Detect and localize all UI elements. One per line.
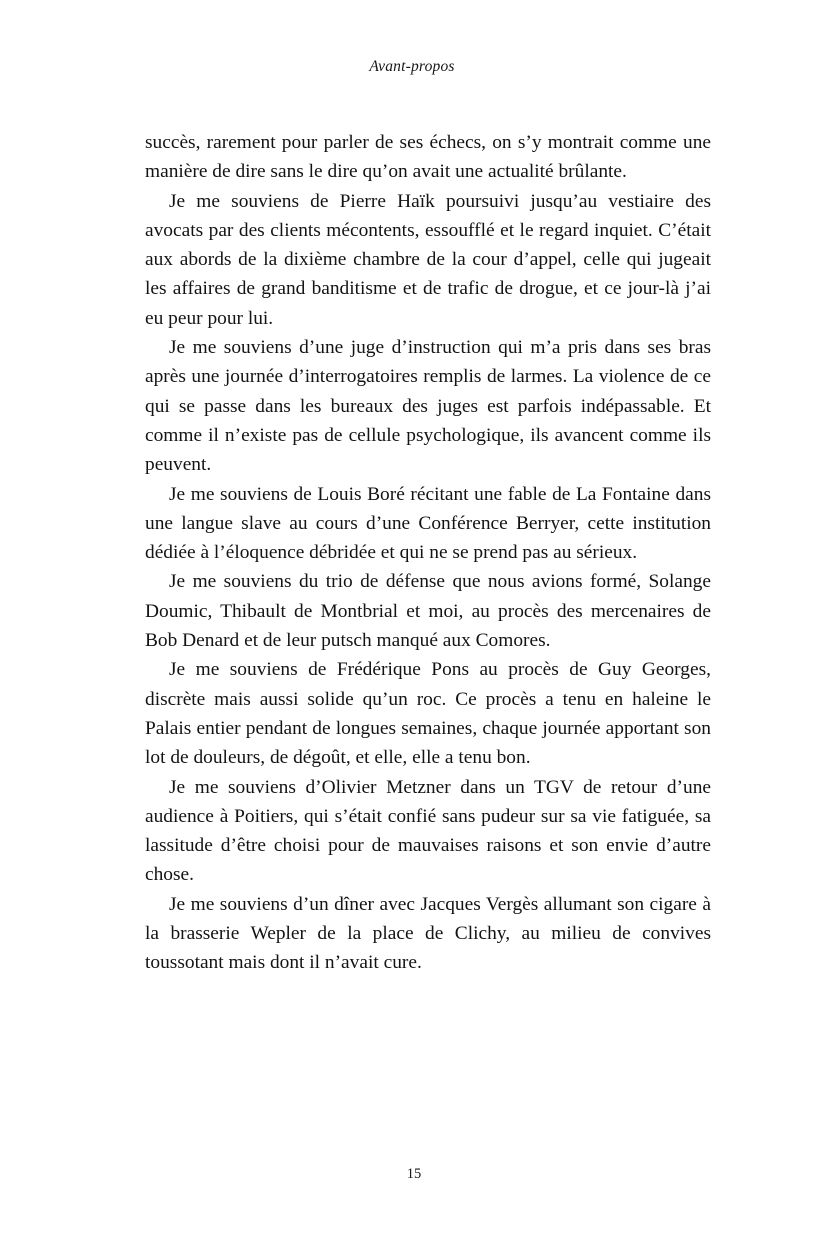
paragraph: Je me souviens de Pierre Haïk poursuivi jusqu’au vestiaire des avocats par des clients mécontents, essoufflé et le regard inquiet. C’était aux abords de la dixième chambre de la cour d’appel, celle qui jugeait les affaires de grand banditisme et de trafic de drogue, et ce jour-là j’ai eu peur pour lui. (145, 190, 711, 329)
running-head (0, 58, 818, 76)
paragraph: Je me souviens de Frédérique Pons au procès de Guy Georges, discrète mais aussi solide qu’un roc. Ce procès a tenu en haleine le Palais entier pendant de longues semaines, chaque journée apportant son lot de douleurs, de dégoût, et elle, elle a tenu bon. (145, 659, 711, 769)
paragraph: succès, rarement pour parler de ses échecs, on s’y montrait comme une manière de dire sans le dire qu’on avait une actualité brûlante. (145, 132, 711, 183)
page-number-text: 15 (406, 1166, 422, 1182)
paragraph: Je me souviens d’une juge d’instruction qui m’a pris dans ses bras après une journée d’interrogatoires remplis de larmes. La violence de ce qui se passe dans les bureaux des juges est parfois indépassable. Et comme il n’existe pas de cellule psychologique, ils avancent comme ils peuvent. (145, 337, 711, 476)
paragraph: Je me souviens de Louis Boré récitant une fable de La Fontaine dans une langue slave au cours d’une Conférence Berryer, cette institution dédiée à l’éloquence débridée et qui ne se prend pas au sérieux. (145, 483, 711, 564)
page-number (0, 1166, 818, 1183)
paragraph: Je me souviens d’Olivier Metzner dans un TGV de retour d’une audience à Poitiers, qui s’était confié sans pudeur sur sa vie fatiguée, sa lassitude d’être choisi pour de mauvaises raisons et son envie d’autre chose. (145, 776, 711, 886)
paragraph: Je me souviens du trio de défense que nous avions formé, Solange Doumic, Thibault de Montbrial et moi, au procès des mercenaires de Bob Denard et de leur putsch manqué aux Comores. (145, 571, 711, 652)
running-head-text: Avant-propos (369, 58, 455, 75)
body-text-block (145, 128, 711, 978)
paragraph: Je me souviens d’un dîner avec Jacques Vergès allumant son cigare à la brasserie Wepler de la place de Clichy, au milieu de convives toussotant mais dont il n’avait cure. (145, 893, 711, 974)
